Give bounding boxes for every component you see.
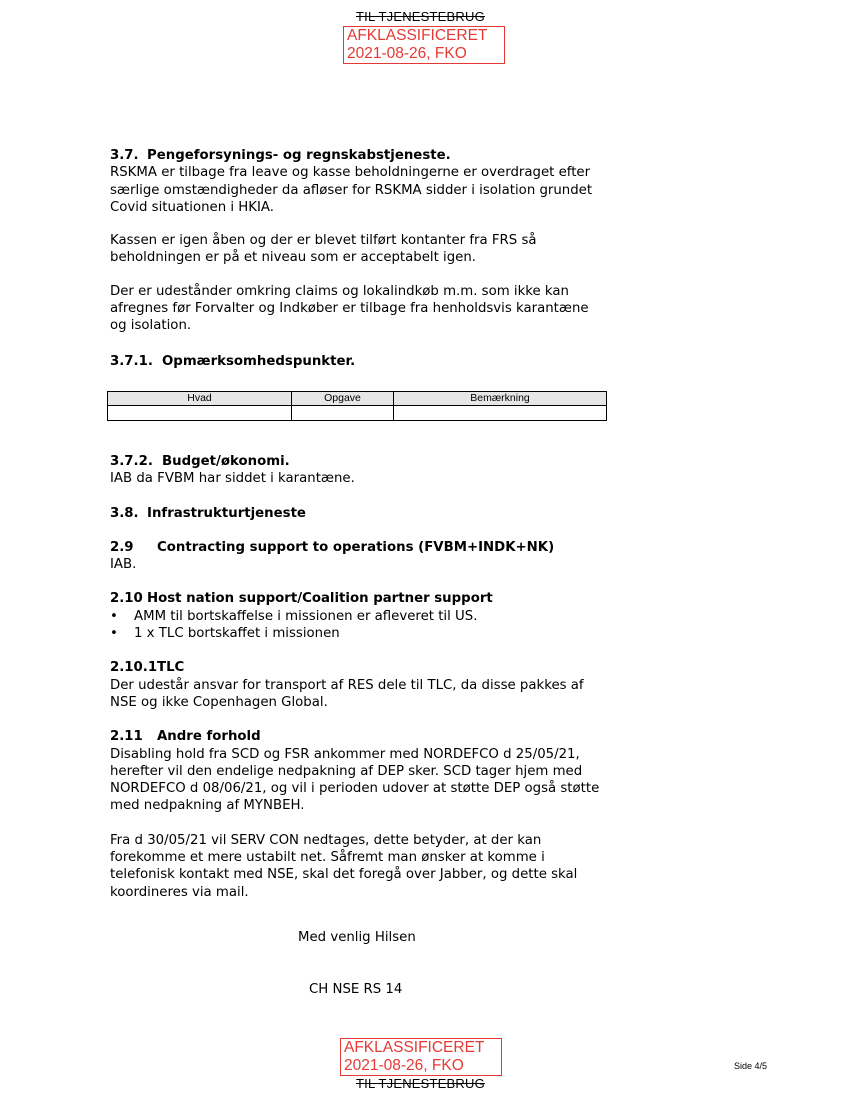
section-heading-3-8	[110, 505, 670, 522]
section-title: Contracting support to operations (FVBM+INDK+NK)	[157, 539, 555, 555]
section-title: Budget/økonomi.	[162, 454, 290, 469]
text-line: RSKMA er tilbage fra leave og kasse beholdningerne er overdraget efter	[110, 165, 591, 181]
footer-stamp-date: 2021-08-26, FKO	[344, 1057, 464, 1074]
section-heading-2-9	[110, 539, 670, 556]
document-body	[110, 147, 630, 370]
header-stamp-label: AFKLASSIFICERET	[347, 27, 488, 44]
section-heading-2-10-1	[110, 659, 670, 676]
section-heading-3-7-2	[110, 453, 670, 470]
footer-classification-marking: TIL TJENESTEBRUG	[356, 1076, 485, 1091]
text-line: særlige omstændigheder da afløser for RSKMA sidder i isolation grundet	[110, 182, 593, 198]
section-heading-3-7-1	[110, 353, 630, 370]
paragraph	[110, 164, 630, 216]
paragraph	[110, 283, 630, 335]
section-number: 2.11	[110, 729, 143, 745]
table-cell	[108, 406, 292, 421]
list-item: • 1 x TLC bortskaffet i missionen	[110, 625, 670, 642]
paragraph: IAB da FVBM har siddet i karantæne.	[110, 471, 355, 487]
signature-greeting: Med venlig Hilsen	[298, 930, 416, 945]
section-number: 3.7.2.	[110, 454, 153, 469]
section-title: Infrastrukturtjeneste	[147, 505, 306, 521]
section-title: Host nation support/Coalition partner support	[147, 591, 493, 607]
text-line: Kassen er igen åben og der er blevet tilført kontanter fra FRS så	[110, 233, 537, 249]
column-header-opgave: Opgave	[292, 392, 394, 406]
text-line: telefonisk kontakt med NSE, skal det foregå over Jabber, og dette skal	[110, 867, 578, 883]
text-line: beholdningen er på et niveau som er acceptabelt igen.	[110, 250, 477, 266]
section-number: 3.7.1.	[110, 353, 153, 369]
text-line: Der er udestånder omkring claims og lokalindkøb m.m. som ikke kan	[110, 283, 569, 299]
text-line: herefter vil den endelige nedpakning af DEP sker. SCD tager hjem med	[110, 763, 583, 779]
table-cell	[394, 406, 607, 421]
table-header-row	[108, 392, 607, 406]
text-line: koordineres via mail.	[110, 884, 249, 900]
section-heading-2-11	[110, 728, 670, 745]
paragraph	[110, 832, 670, 901]
table-cell	[292, 406, 394, 421]
section-number: 2.10.1	[110, 660, 158, 676]
header-classification-marking: TIL TJENESTEBRUG	[356, 9, 485, 24]
text-line: NSE og ikke Copenhagen Global.	[110, 694, 328, 710]
text-line: og isolation.	[110, 318, 192, 334]
list-item: • AMM til bortskaffelse i missionen er afleveret til US.	[110, 608, 670, 625]
header-stamp-date: 2021-08-26, FKO	[347, 45, 467, 62]
section-title: Andre forhold	[157, 729, 261, 745]
text-line: forekomme et mere ustabilt net. Såfremt man ønsker at komme i	[110, 850, 545, 866]
footer-stamp-label: AFKLASSIFICERET	[344, 1039, 485, 1056]
section-number: 3.7.	[110, 148, 139, 163]
footer-declassified-stamp	[340, 1038, 502, 1076]
bullet-list	[110, 608, 670, 643]
table-row	[108, 406, 607, 421]
text-line: Disabling hold fra SCD og FSR ankommer med NORDEFCO d 25/05/21,	[110, 746, 580, 762]
attention-points-table	[107, 391, 607, 421]
text-line: med nedpakning af MYNBEH.	[110, 798, 305, 814]
section-title: Pengeforsynings- og regnskabstjeneste.	[147, 148, 451, 163]
section-number: 2.10	[110, 591, 143, 607]
paragraph	[110, 677, 670, 712]
paragraph	[110, 746, 670, 815]
text-line: afregnes før Forvalter og Indkøber er tilbage fra henholdsvis karantæne	[110, 301, 589, 317]
section-number: 2.9	[110, 539, 134, 555]
document-body-continued	[110, 453, 670, 901]
signature-sender: CH NSE RS 14	[309, 982, 403, 997]
paragraph: IAB.	[110, 557, 137, 573]
text-line: Fra d 30/05/21 vil SERV CON nedtages, dette betyder, at der kan	[110, 832, 542, 848]
text-line: Covid situationen i HKIA.	[110, 199, 275, 215]
section-heading-3-7	[110, 147, 630, 164]
text-line: NORDEFCO d 08/06/21, og vil i perioden udover at støtte DEP også støtte	[110, 781, 600, 797]
section-title: TLC	[157, 660, 185, 676]
section-number: 3.8.	[110, 505, 139, 521]
section-heading-2-10	[110, 590, 670, 607]
page-number: Side 4/5	[734, 1061, 768, 1071]
paragraph	[110, 232, 630, 267]
column-header-hvad: Hvad	[108, 392, 292, 406]
section-title: Opmærksomhedspunkter.	[162, 353, 356, 369]
column-header-bemaerkning: Bemærkning	[394, 392, 607, 406]
text-line: Der udestår ansvar for transport af RES dele til TLC, da disse pakkes af	[110, 677, 584, 693]
header-declassified-stamp	[343, 26, 505, 64]
